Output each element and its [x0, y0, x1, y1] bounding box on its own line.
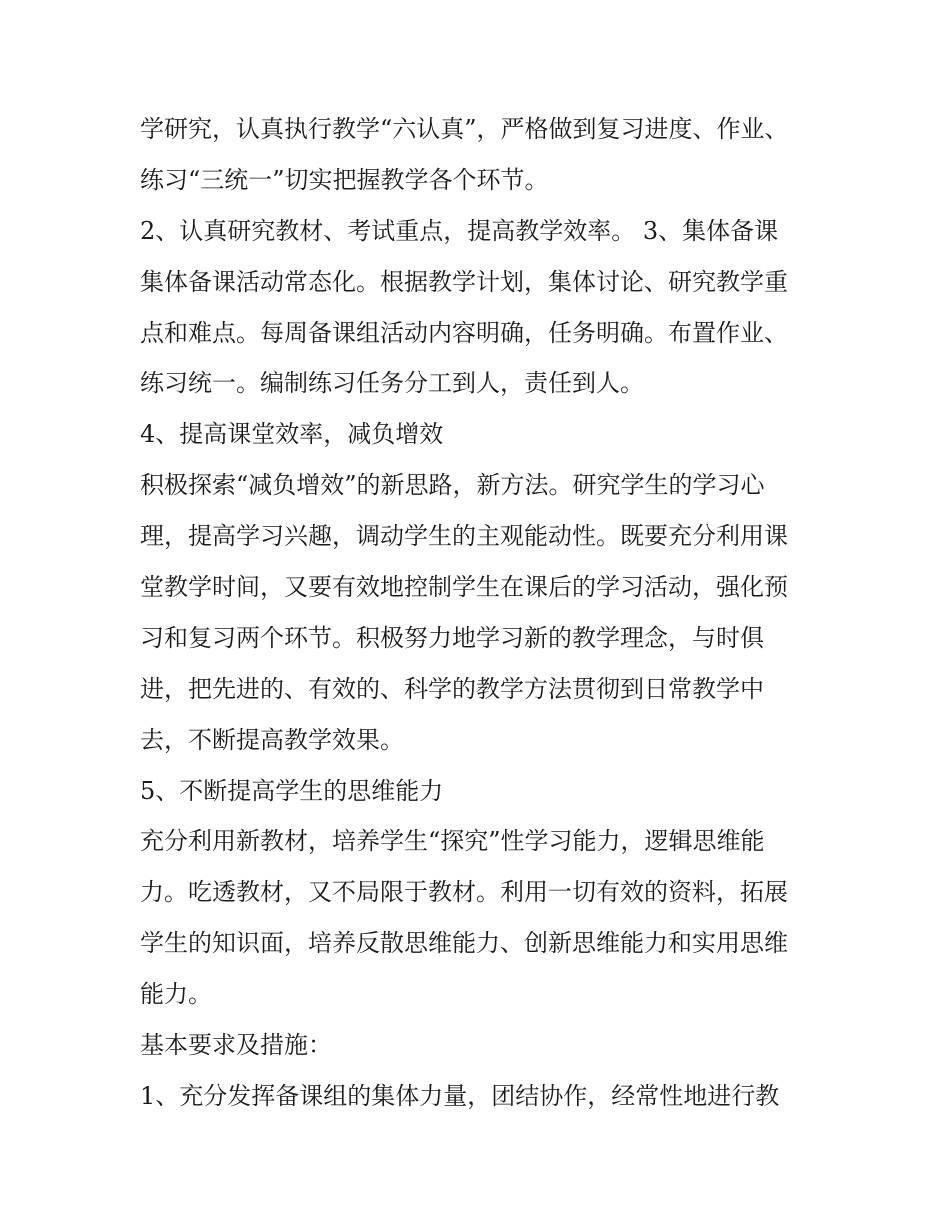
text-line: 集体备课活动常态化。根据教学计划，集体讨论、研究教学重: [140, 267, 788, 296]
section-heading: 5、不断提高学生的思维能力: [140, 776, 444, 805]
section-heading: 基本要求及措施：: [140, 1031, 332, 1060]
text-line: 学生的知识面，培养反散思维能力、创新思维能力和实用思维: [140, 929, 788, 958]
text-line: 练习统一。编制练习任务分工到人，责任到人。: [140, 369, 644, 398]
text-line: 点和难点。每周备课组活动内容明确，任务明确。布置作业、: [140, 318, 788, 347]
text-line: 堂教学时间，又要有效地控制学生在课后的学习活动，强化预: [140, 573, 788, 602]
section-heading: 4、提高课堂效率，减负增效: [140, 420, 444, 449]
text-line: 进，把先进的、有效的、科学的教学方法贯彻到日常教学中: [140, 674, 764, 703]
text-line: 能力。: [140, 980, 212, 1009]
text-line: 练习“三统一”切实把握教学各个环节。: [140, 165, 549, 194]
text-line: 去，不断提高教学效果。: [140, 725, 404, 754]
text-line: 力。吃透教材，又不局限于教材。利用一切有效的资料，拓展: [140, 878, 788, 907]
document-body: [140, 104, 820, 1122]
text-line: 1、充分发挥备课组的集体力量，团结协作，经常性地进行教: [140, 1081, 780, 1110]
text-line: 积极探索“减负增效”的新思路，新方法。研究学生的学习心: [140, 471, 765, 500]
text-line: 习和复习两个环节。积极努力地学习新的教学理念，与时俱: [140, 623, 764, 652]
text-line: 2、认真研究教材、考试重点，提高教学效率。 3、集体备课: [140, 216, 779, 245]
text-line: 充分利用新教材，培养学生“探究”性学习能力，逻辑思维能: [140, 827, 765, 856]
text-line: 理，提高学习兴趣，调动学生的主观能动性。既要充分利用课: [140, 522, 788, 551]
text-line: 学研究，认真执行教学“六认真”，严格做到复习进度、作业、: [140, 115, 789, 143]
